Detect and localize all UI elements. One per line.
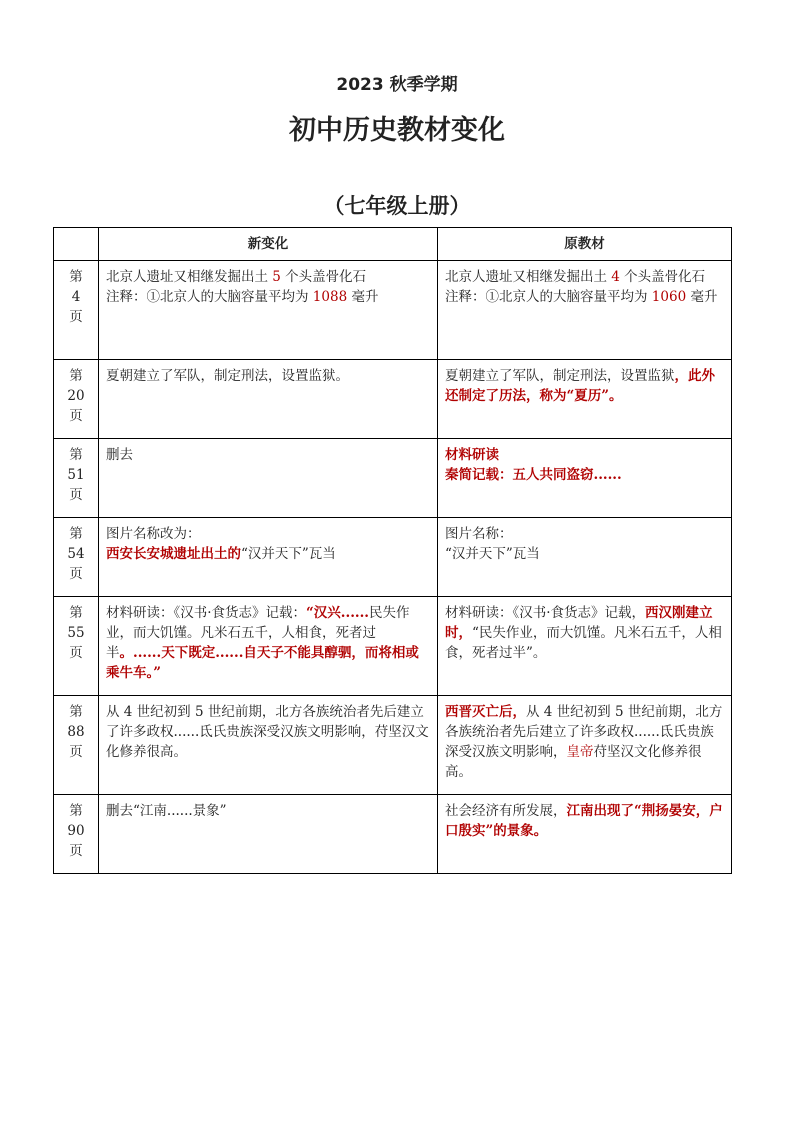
- text-segment: 西晋灭亡后，: [445, 704, 526, 720]
- page-number-part: 第: [69, 605, 83, 621]
- header-old-col: 原教材: [438, 228, 732, 261]
- page-number-part: 20: [67, 388, 85, 404]
- term-heading: 2023 秋季学期: [336, 75, 458, 95]
- page-number-part: 页: [69, 408, 83, 424]
- text-segment: 删去: [106, 447, 133, 463]
- table-row: [54, 439, 732, 518]
- page-number-part: 90: [67, 823, 85, 839]
- page-number-part: 页: [69, 487, 83, 503]
- table-header-row: [54, 228, 732, 261]
- text-segment: “民失作业，而大饥馑。凡米石五千，人相食，死者过半”。: [445, 625, 722, 661]
- page-number-cell: [54, 518, 99, 597]
- original-text-cell: [438, 360, 732, 439]
- text-segment: 材料研读：《汉书·食货志》记载，: [445, 605, 646, 621]
- page-number-cell: [54, 696, 99, 795]
- text-segment: “汉兴......: [306, 605, 370, 621]
- text-segment: 北京人遗址又相继发掘出土: [106, 269, 273, 285]
- text-segment: “汉并天下”瓦当: [445, 546, 540, 562]
- page-number-part: 51: [67, 467, 85, 483]
- page-number-part: 88: [67, 724, 85, 740]
- text-segment: 从 4 世纪初到 5 世纪前期，北方各族统治者先后建立了许多政权......氐氏贵族深受汉族文明影响，: [445, 704, 723, 760]
- text-segment: 毫升: [347, 289, 379, 305]
- original-text-cell: [438, 261, 732, 360]
- text-segment: 民失作业，而大饥馑。凡米石五千，人相食，死者过半: [106, 605, 410, 661]
- text-segment: 图片名称改为：: [106, 526, 201, 542]
- page-number-part: 页: [69, 309, 83, 325]
- text-segment: 删去“江南......景象”: [106, 803, 227, 819]
- page-number-cell: [54, 360, 99, 439]
- text-segment: 夏朝建立了军队，制定刑法，设置监狱: [445, 368, 675, 384]
- new-change-cell: [99, 597, 438, 696]
- text-segment: 个头盖骨化石: [619, 269, 706, 285]
- text-segment: 苻坚汉文化修养很高。: [445, 744, 702, 780]
- text-segment: 4: [611, 269, 620, 285]
- table-row: [54, 795, 732, 874]
- new-change-cell: [99, 261, 438, 360]
- text-segment: 图片名称：: [445, 526, 513, 542]
- text-segment: 个头盖骨化石: [280, 269, 367, 285]
- text-segment: 皇帝: [566, 744, 594, 760]
- document-title: 初中历史教材变化: [289, 115, 505, 146]
- new-change-cell: [99, 518, 438, 597]
- table-row: [54, 518, 732, 597]
- table-row: [54, 597, 732, 696]
- new-change-cell: [99, 795, 438, 874]
- original-text-cell: [438, 795, 732, 874]
- table-row: [54, 360, 732, 439]
- text-segment: 5: [272, 269, 281, 285]
- grade-subtitle: （七年级上册）: [323, 194, 471, 218]
- page-number-part: 第: [69, 447, 83, 463]
- new-change-cell: [99, 696, 438, 795]
- text-segment: 北京人遗址又相继发掘出土: [445, 269, 612, 285]
- new-change-cell: [99, 360, 438, 439]
- table-row: [54, 261, 732, 360]
- text-segment: 毫升: [686, 289, 718, 305]
- text-segment: 注释：①北京人的大脑容量平均为: [106, 289, 313, 305]
- text-segment: 江南出现了“荆扬晏安，户口殷实”的景象。: [445, 803, 723, 839]
- original-text-cell: [438, 518, 732, 597]
- text-segment: ，此外还制定了历法，称为“夏历”。: [445, 368, 715, 404]
- header-page-col: [54, 228, 99, 261]
- text-segment: 从 4 世纪初到 5 世纪前期，北方各族统治者先后建立了许多政权......氐氏贵族深受汉族文明影响，苻坚汉文化修养很高。: [106, 704, 429, 760]
- text-segment: 1088: [312, 289, 348, 305]
- page-number-part: 页: [69, 744, 83, 760]
- page-number-part: 第: [69, 368, 83, 384]
- page-number-part: 第: [69, 269, 83, 285]
- table-body: [54, 261, 732, 874]
- text-segment: 西汉刚建立时，: [445, 605, 713, 641]
- text-segment: 注释：①北京人的大脑容量平均为: [445, 289, 652, 305]
- text-segment: 秦简记载：五人共同盗窃......: [445, 467, 622, 483]
- page-number-part: 页: [69, 843, 83, 859]
- page-number-part: 4: [71, 289, 81, 305]
- page-number-part: 第: [69, 803, 83, 819]
- page-number-part: 第: [69, 526, 83, 542]
- changes-table: [53, 227, 732, 874]
- page-number-part: 页: [69, 645, 83, 661]
- page-number-part: 55: [67, 625, 85, 641]
- text-segment: “汉并天下”瓦当: [241, 546, 336, 562]
- page-number-part: 54: [67, 546, 85, 562]
- original-text-cell: [438, 696, 732, 795]
- original-text-cell: [438, 439, 732, 518]
- page-number-part: 页: [69, 566, 83, 582]
- text-segment: 。......天下既定......自天子不能具醇驷，而将相或乘牛车。”: [106, 645, 419, 681]
- text-segment: 1060: [651, 289, 687, 305]
- text-segment: 材料研读: [445, 447, 499, 463]
- page-number-cell: [54, 261, 99, 360]
- text-segment: 材料研读：《汉书·食货志》记载：: [106, 605, 307, 621]
- header-new-col: 新变化: [99, 228, 438, 261]
- original-text-cell: [438, 597, 732, 696]
- page-number-part: 第: [69, 704, 83, 720]
- page-number-cell: [54, 795, 99, 874]
- text-segment: 西安长安城遗址出土的: [106, 546, 241, 562]
- text-segment: 社会经济有所发展，: [445, 803, 567, 819]
- table-row: [54, 696, 732, 795]
- page-number-cell: [54, 439, 99, 518]
- text-segment: 夏朝建立了军队，制定刑法，设置监狱。: [106, 368, 349, 384]
- new-change-cell: [99, 439, 438, 518]
- page-number-cell: [54, 597, 99, 696]
